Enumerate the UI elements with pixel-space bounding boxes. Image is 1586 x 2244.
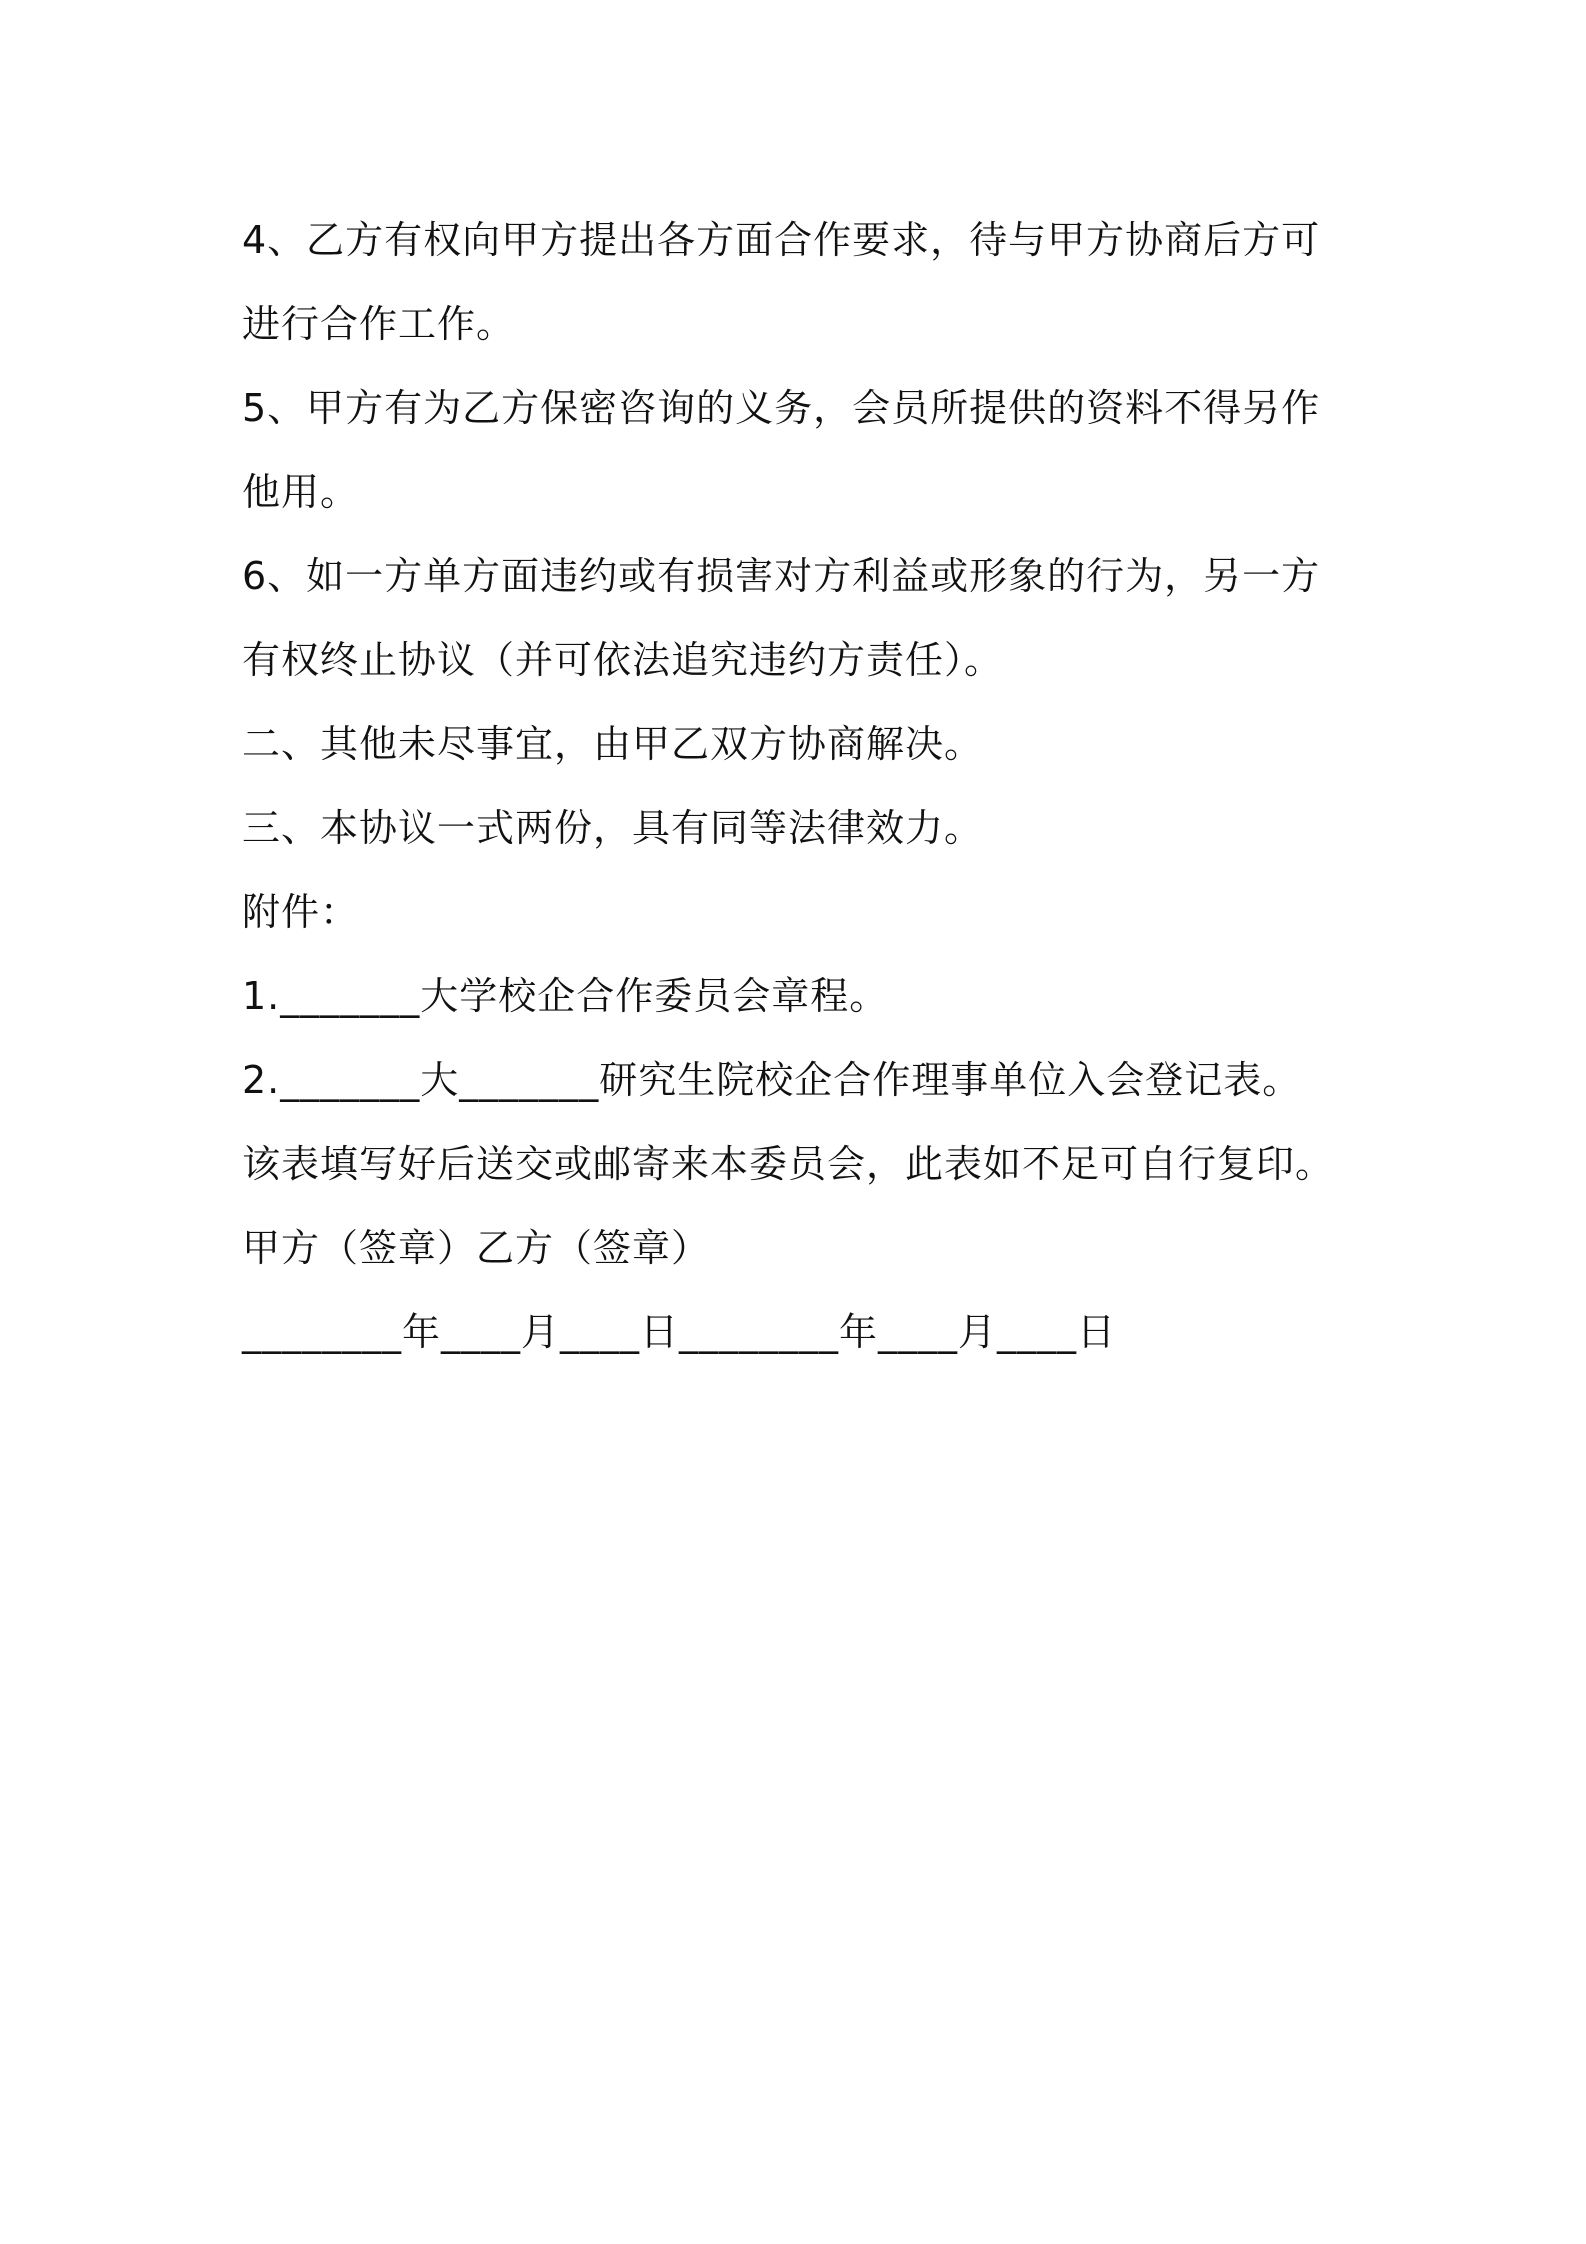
section-three: 三、本协议一式两份，具有同等法律效力。 — [242, 806, 984, 850]
attachment-1: 1._______大学校企合作委员会章程。 — [242, 974, 889, 1018]
clause-6-line-1: 6、如一方单方面违约或有损害对方利益或形象的行为，另一方 — [242, 554, 1321, 598]
document-body — [242, 198, 1362, 1374]
section-two: 二、其他未尽事宜，由甲乙双方协商解决。 — [242, 722, 984, 766]
attachments-heading: 附件： — [242, 890, 360, 934]
clause-5-line-1: 5、甲方有为乙方保密咨询的义务，会员所提供的资料不得另作 — [242, 386, 1321, 430]
submission-note: 该表填写好后送交或邮寄来本委员会，此表如不足可自行复印。 — [242, 1142, 1335, 1186]
clause-4-line-1: 4、乙方有权向甲方提出各方面合作要求，待与甲方协商后方可 — [242, 218, 1321, 262]
clause-5-line-2: 他用。 — [242, 470, 360, 514]
date-line: ________年____月____日________年____月____日 — [242, 1310, 1117, 1354]
clause-6-line-2: 有权终止协议（并可依法追究违约方责任）。 — [242, 638, 1004, 682]
attachment-2: 2._______大_______研究生院校企合作理事单位入会登记表。 — [242, 1058, 1302, 1102]
clause-4-line-2: 进行合作工作。 — [242, 302, 516, 346]
signature-line: 甲方（签章）乙方（签章） — [242, 1226, 711, 1270]
